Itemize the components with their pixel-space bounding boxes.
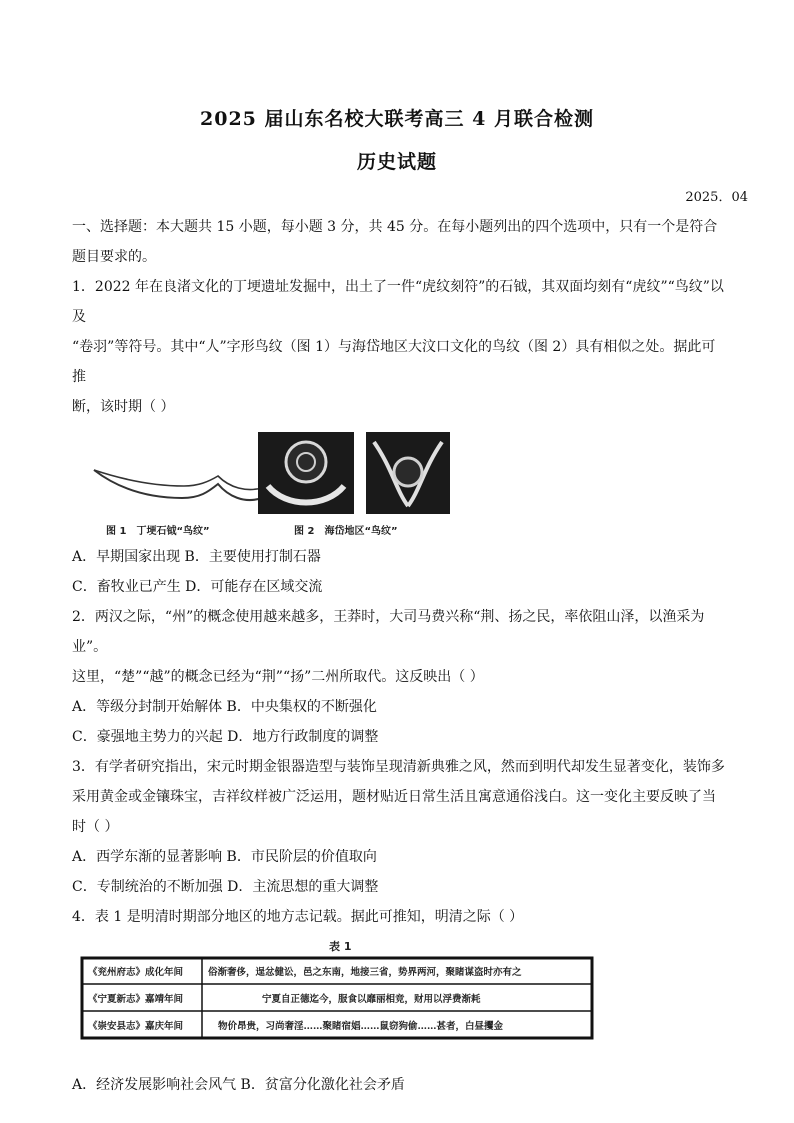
q2-stem-line1: 2．两汉之际，“州”的概念使用越来越多，王莽时，大司马费兴称“荆、扬之民，率依阻山泽，以渔采为业”。 bbox=[72, 609, 705, 655]
q1-stem-line1: 1．2022 年在良渚文化的丁埂遗址发掘中，出土了一件“虎纹刻符”的石钺，其双面均刻有“虎纹”“鸟纹”以及 bbox=[72, 279, 724, 325]
q4-options-ab: A．经济发展影响社会风气 B．贫富分化激化社会矛盾 bbox=[72, 1077, 405, 1093]
section-instruction-cont: 题目要求的。 bbox=[72, 249, 156, 265]
table-row-source: 《宁夏新志》嘉靖年间 bbox=[88, 994, 184, 1005]
q3-stem-line2: 采用黄金或金镶珠宝，吉祥纹样被广泛运用，题材贴近日常生活且寓意通俗浅白。这一变化主要反映了当 bbox=[72, 789, 716, 805]
exam-content bbox=[72, 212, 728, 1100]
table-row-source: 《崇安县志》嘉庆年间 bbox=[88, 1021, 184, 1032]
exam-date: 2025．04 bbox=[685, 190, 748, 205]
fig1-caption: 图 1 丁埂石钺“鸟纹” bbox=[106, 526, 210, 537]
q3-stem-line1: 3．有学者研究指出，宋元时期金银器造型与装饰呈现清新典雅之风，然而到明代却发生显著变化，装饰多 bbox=[72, 759, 725, 775]
fig2-rubbings bbox=[258, 432, 450, 514]
exam-subject: 历史试题 bbox=[356, 151, 437, 173]
q1-stem-line2: “卷羽”等符号。其中“人”字形鸟纹（图 1）与海岱地区大汶口文化的鸟纹（图 2）具有相似之处。据此可推 bbox=[72, 339, 716, 385]
q1-figures bbox=[72, 428, 728, 540]
q2-stem-line2: 这里，“楚”“越”的概念已经为“荆”“扬”二州所取代。这反映出（ ） bbox=[72, 669, 484, 685]
fig2-caption: 图 2 海岱地区“鸟纹” bbox=[294, 526, 398, 537]
table-row-text: 宁夏自正德迄今，服食以靡丽相竞，财用以浮费渐耗 bbox=[262, 994, 481, 1005]
table-row-source: 《兖州府志》成化年间 bbox=[88, 967, 184, 978]
q1-options-cd: C．畜牧业已产生 D．可能存在区域交流 bbox=[72, 579, 323, 595]
q3-stem-line3: 时（ ） bbox=[72, 819, 119, 835]
q4-table-figure bbox=[72, 934, 728, 1070]
table-row-text: 物价昂贵，习尚奢淫……聚睹宿娼……鼠窃狗偷……甚者，白昼攫金 bbox=[218, 1021, 504, 1032]
q4-stem-line1: 4．表 1 是明清时期部分地区的地方志记载。据此可推知，明清之际（ ） bbox=[72, 909, 524, 925]
q3-options-ab: A．西学东渐的显著影响 B．市民阶层的价值取向 bbox=[72, 849, 377, 865]
q2-options-cd: C．豪强地主势力的兴起 D．地方行政制度的调整 bbox=[72, 729, 379, 745]
q4-table-image bbox=[72, 934, 602, 1070]
table-row-text: 俗渐奢侈，逞忿健讼，邑之东南，地接三省，势界两河，聚睹谋盗时亦有之 bbox=[208, 967, 522, 978]
q1-options-ab: A．早期国家出现 B．主要使用打制石器 bbox=[72, 549, 321, 565]
section-instruction: 一、选择题：本大题共 15 小题，每小题 3 分，共 45 分。在每小题列出的四个选项中，只有一个是符合 bbox=[72, 219, 718, 235]
table-title: 表 1 bbox=[329, 940, 352, 953]
q1-figure-image bbox=[72, 428, 472, 540]
q2-options-ab: A．等级分封制开始解体 B．中央集权的不断强化 bbox=[72, 699, 377, 715]
q3-options-cd: C．专制统治的不断加强 D．主流思想的重大调整 bbox=[72, 879, 379, 895]
exam-title: 2025 届山东名校大联考高三 4 月联合检测 bbox=[200, 108, 594, 130]
q1-stem-line3: 断，该时期（ ） bbox=[72, 399, 175, 415]
